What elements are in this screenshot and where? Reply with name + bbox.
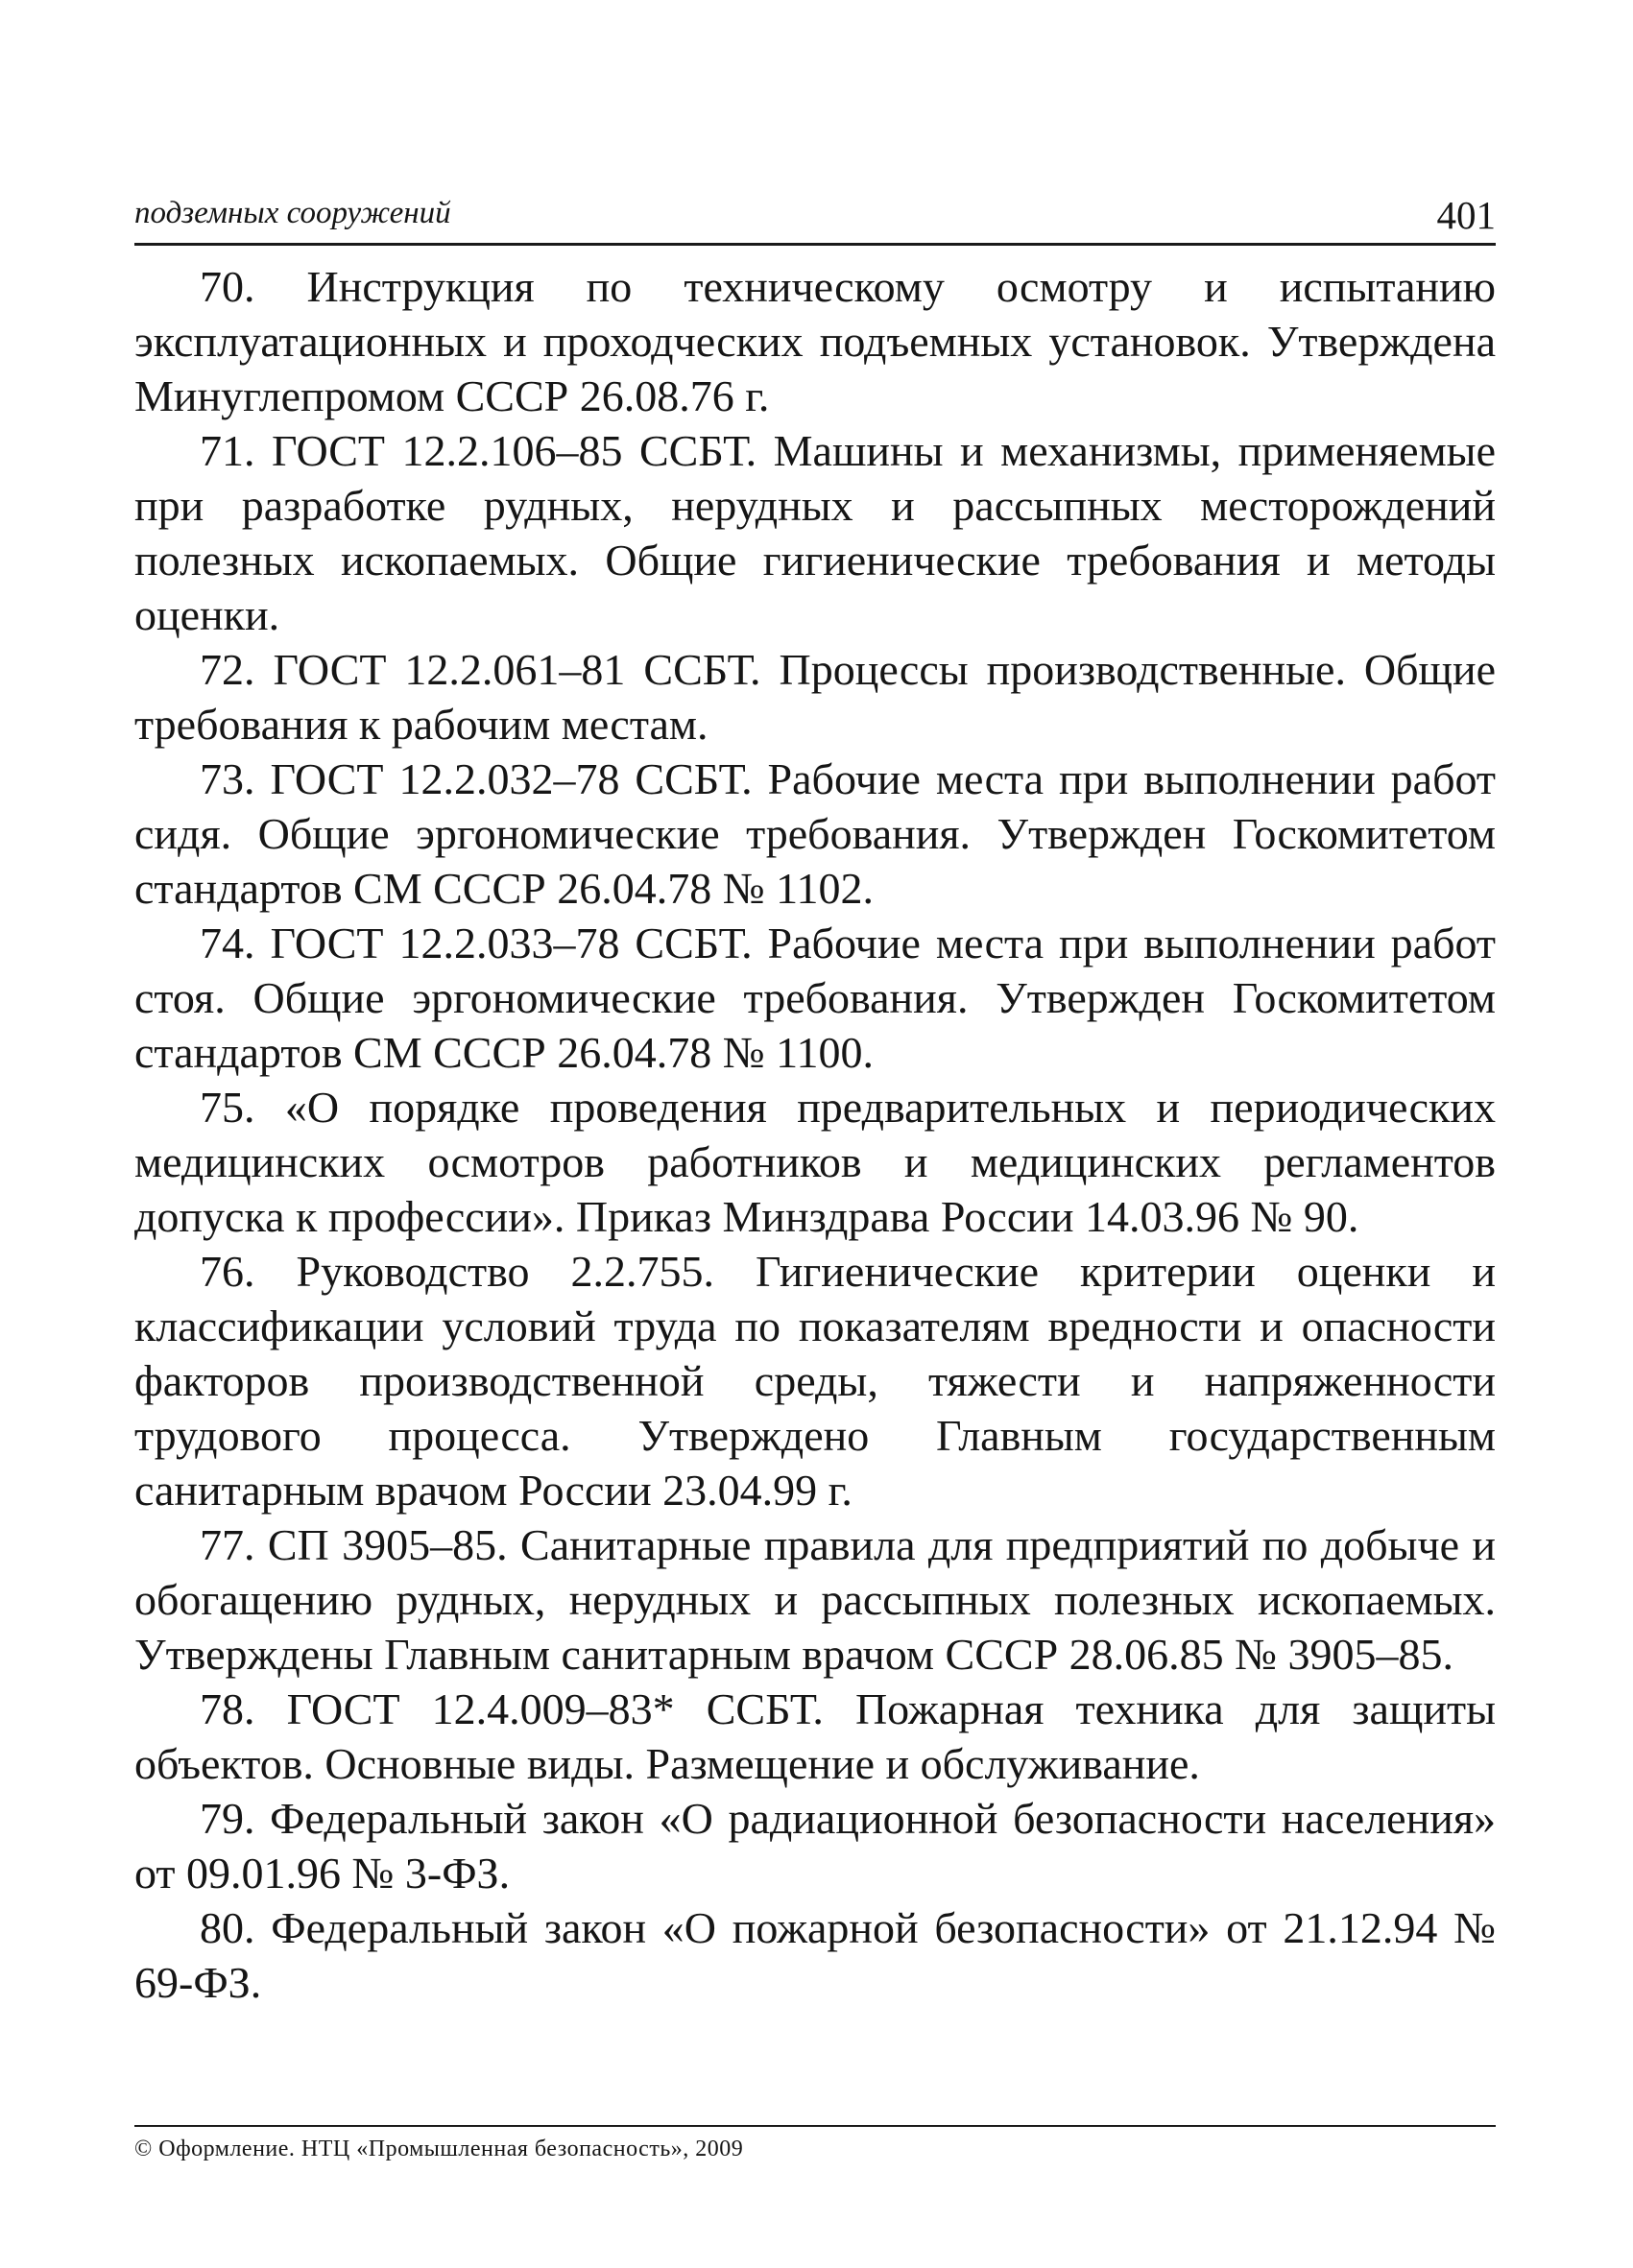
reference-entry-74: 74. ГОСТ 12.2.033–78 ССБТ. Рабочие места при выполнении работ стоя. Общие эргономические требования. Утвержден Госкомитетом стандартов СМ СССР 26.04.78 № 1100. (134, 919, 1496, 1077)
footer-rule (134, 2125, 1496, 2127)
reference-entry-76: 76. Руководство 2.2.755. Гигиенические критерии оценки и классификации условий труда по показателям вредности и опасности факторов производственной среды, тяжести и напряженности трудового процесса. Утверждено Главным государственным санитарным врачом России 23.04.99 г. (134, 1247, 1496, 1515)
running-header (134, 192, 1496, 240)
reference-entry-77: 77. СП 3905–85. Санитарные правила для предприятий по добыче и обогащению рудных, нерудных и рассыпных полезных ископаемых. Утверждены Главным санитарным врачом СССР 28.06.85 № 3905–85. (134, 1520, 1496, 1679)
reference-entry-75: 75. «О порядке проведения предварительных и периодических медицинских осмотров работников и медицинских регламентов допуска к профессии». Приказ Минздрава России 14.03.96 № 90. (134, 1083, 1496, 1241)
copyright-notice: © Оформление. НТЦ «Промышленная безопасность», 2009 (134, 2137, 744, 2161)
reference-entry-80: 80. Федеральный закон «О пожарной безопасности» от 21.12.94 № 69-ФЗ. (134, 1903, 1496, 2007)
page-number: 401 (1436, 193, 1496, 237)
running-title: подземных сооружений (134, 196, 451, 230)
reference-entry-72: 72. ГОСТ 12.2.061–81 ССБТ. Процессы производственные. Общие требования к рабочим местам. (134, 645, 1496, 749)
reference-entry-79: 79. Федеральный закон «О радиационной безопасности населения» от 09.01.96 № 3-ФЗ. (134, 1794, 1496, 1898)
reference-entry-70: 70. Инструкция по техническому осмотру и испытанию эксплуатационных и проходческих подъемных установок. Утверждена Минуглепромом СССР 26.08.76 г. (134, 262, 1496, 420)
reference-entry-71: 71. ГОСТ 12.2.106–85 ССБТ. Машины и механизмы, применяемые при разработке рудных, нерудных и рассыпных месторождений полезных ископаемых. Общие гигиенические требования и методы оценки. (134, 426, 1496, 639)
reference-entry-73: 73. ГОСТ 12.2.032–78 ССБТ. Рабочие места при выполнении работ сидя. Общие эргономические требования. Утвержден Госкомитетом стандартов СМ СССР 26.04.78 № 1102. (134, 754, 1496, 913)
header-rule (134, 243, 1496, 246)
reference-entry-78: 78. ГОСТ 12.4.009–83* ССБТ. Пожарная техника для защиты объектов. Основные виды. Размещение и обслуживание. (134, 1684, 1496, 1788)
reference-list (134, 259, 1496, 2010)
